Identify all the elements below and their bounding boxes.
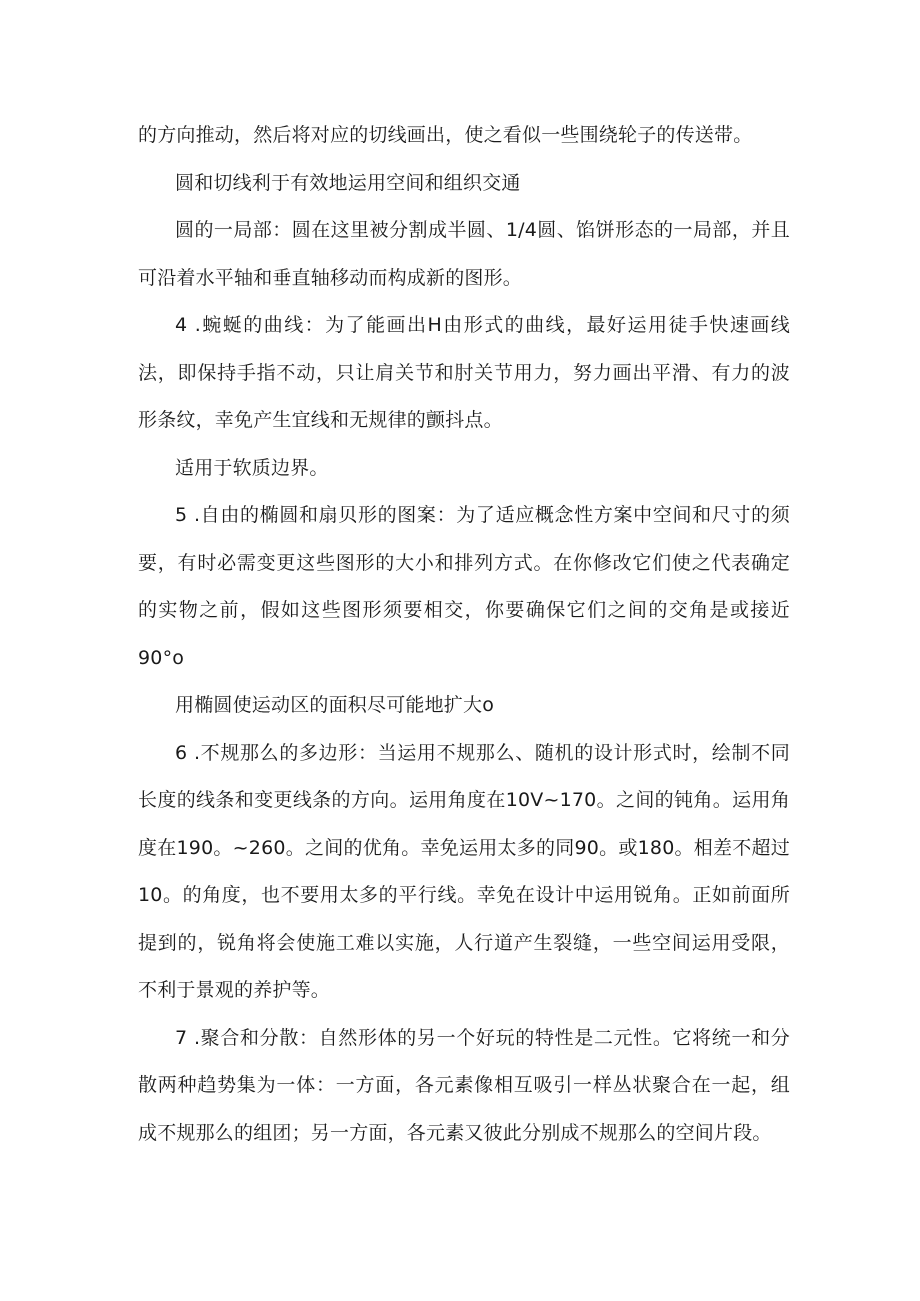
document-body: [138, 112, 790, 1157]
paragraph-8: 6 .不规那么的多边形：当运用不规那么、随机的设计形式时，绘制不同长度的线条和变更线条的方向。运用角度在10V~170。之间的钝角。运用角度在190。~260。之间的优角。幸免运用太多的同90。或180。相差不超过10。的角度，也不要用太多的平行线。幸免在设计中运用锐角。正如前面所提到的，锐角将会使施工难以实施，人行道产生裂缝，一些空间运用受限，不利于景观的养护等。: [138, 741, 790, 1001]
paragraph-3: 圆的一局部：圆在这里被分割成半圆、1/4圆、馅饼形态的一局部，并且可沿着水平轴和垂直轴移动而构成新的图形。: [138, 219, 790, 289]
paragraph-1: 的方向推动，然后将对应的切线画出，使之看似一些围绕轮子的传送带。: [138, 124, 753, 146]
paragraph-2: 圆和切线利于有效地运用空间和组织交通: [175, 171, 521, 194]
paragraph-4: 4 .蜿蜒的曲线：为了能画出H由形式的曲线，最好运用徒手快速画线法，即保持手指不动，只让肩关节和肘关节用力，努力画出平滑、有力的波形条纹，幸免产生宜线和无规律的颤抖点。: [138, 314, 790, 431]
paragraph-7: 用椭圆使运动区的面积尽可能地扩大o: [175, 694, 495, 716]
paragraph-9: 7 .聚合和分散：自然形体的另一个好玩的特性是二元性。它将统一和分散两种趋势集为一体：一方面，各元素像相互吸引一样丛状聚合在一起，组成不规那么的组团；另一方面，各元素又彼此分别成不规那么的空间片段。: [138, 1026, 790, 1144]
paragraph-5: 适用于软质边界。: [175, 456, 329, 479]
paragraph-6: 5 .自由的椭圆和扇贝形的图案：为了适应概念性方案中空间和尺寸的须要，有时必需变更这些图形的大小和排列方式。在你修改它们使之代表确定的实物之前，假如这些图形须要相交，你要确保它们之间的交角是或接近90°o: [138, 504, 790, 669]
